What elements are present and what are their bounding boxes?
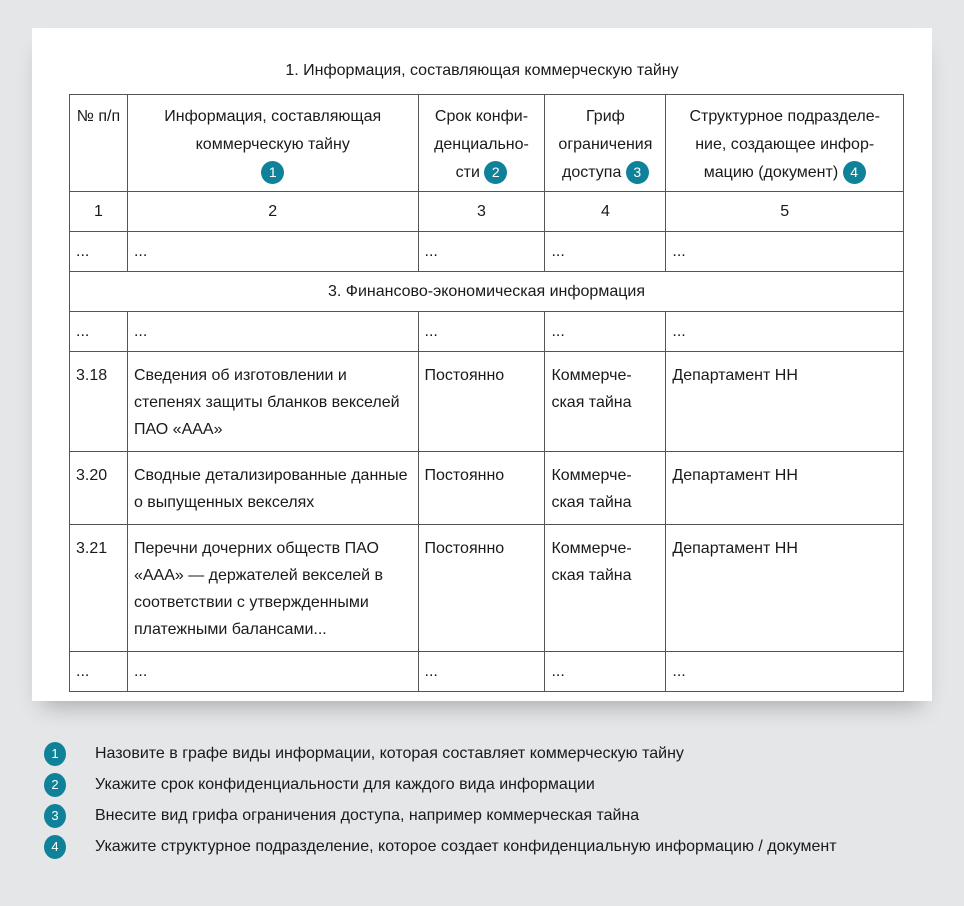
row-term: Постоянно bbox=[418, 525, 545, 652]
ellipsis-cell: ... bbox=[666, 232, 904, 272]
ellipsis-cell: ... bbox=[70, 652, 128, 692]
row-dept: Департамент НН bbox=[666, 525, 904, 652]
row-dept: Департамент НН bbox=[666, 352, 904, 452]
badge-2-icon: 2 bbox=[484, 161, 507, 184]
row-dept: Департамент НН bbox=[666, 452, 904, 525]
instruction-text: Назовите в графе виды информации, которая составляет коммерческую тайну bbox=[95, 745, 684, 762]
row-stamp: Коммерче- ская тайна bbox=[545, 452, 666, 525]
badge-1-icon: 1 bbox=[44, 742, 66, 766]
col-number: 5 bbox=[666, 192, 904, 232]
col-number: 3 bbox=[418, 192, 545, 232]
table-row bbox=[70, 352, 904, 452]
row-info: Сводные детализированные данные о выпущенных векселях bbox=[127, 452, 418, 525]
row-stamp: Коммерче- ская тайна bbox=[545, 352, 666, 452]
ellipsis-cell: ... bbox=[545, 232, 666, 272]
instructions-list bbox=[44, 742, 924, 866]
table-row bbox=[70, 452, 904, 525]
ellipsis-cell: ... bbox=[418, 232, 545, 272]
header-term: Срок конфи- денциально- сти 2 bbox=[418, 95, 545, 192]
ellipsis-row bbox=[70, 232, 904, 272]
row-term: Постоянно bbox=[418, 352, 545, 452]
trade-secret-table bbox=[69, 94, 904, 692]
instruction-text: Укажите структурное подразделение, которое создает конфиденциальную информацию / документ bbox=[95, 838, 837, 855]
ellipsis-cell: ... bbox=[418, 652, 545, 692]
ellipsis-cell: ... bbox=[127, 232, 418, 272]
instruction-item bbox=[44, 773, 924, 797]
header-info: Информация, составляющая коммерческую тайну 1 bbox=[127, 95, 418, 192]
row-number: 3.20 bbox=[70, 452, 128, 525]
badge-4-icon: 4 bbox=[44, 835, 66, 859]
ellipsis-cell: ... bbox=[70, 312, 128, 352]
ellipsis-row bbox=[70, 312, 904, 352]
instruction-item bbox=[44, 742, 924, 766]
row-number: 3.18 bbox=[70, 352, 128, 452]
ellipsis-cell: ... bbox=[545, 652, 666, 692]
col-number: 4 bbox=[545, 192, 666, 232]
row-info: Перечни дочерних обществ ПАО «ААА» — держателей векселей в соответствии с утвержденными платежными балансами... bbox=[127, 525, 418, 652]
header-dept: Структурное подразделе- ние, создающее инфор- мацию (документ) 4 bbox=[666, 95, 904, 192]
instruction-text: Укажите срок конфиденциальности для каждого вида информации bbox=[95, 776, 595, 793]
row-term: Постоянно bbox=[418, 452, 545, 525]
table-title: 1. Информация, составляющая коммерческую тайну bbox=[285, 62, 679, 79]
ellipsis-row bbox=[70, 652, 904, 692]
ellipsis-cell: ... bbox=[127, 312, 418, 352]
ellipsis-cell: ... bbox=[418, 312, 545, 352]
section-row bbox=[70, 272, 904, 312]
instruction-item bbox=[44, 835, 924, 859]
badge-3-icon: 3 bbox=[626, 161, 649, 184]
ellipsis-cell: ... bbox=[545, 312, 666, 352]
section-title: 3. Финансово-экономическая информация bbox=[70, 272, 904, 312]
instruction-item bbox=[44, 804, 924, 828]
col-number: 1 bbox=[70, 192, 128, 232]
badge-2-icon: 2 bbox=[44, 773, 66, 797]
badge-1-icon: 1 bbox=[261, 161, 284, 184]
ellipsis-cell: ... bbox=[666, 652, 904, 692]
row-number: 3.21 bbox=[70, 525, 128, 652]
instruction-text: Внесите вид грифа ограничения доступа, например коммерческая тайна bbox=[95, 807, 640, 824]
ellipsis-cell: ... bbox=[70, 232, 128, 272]
header-row bbox=[70, 95, 904, 192]
table-row bbox=[70, 525, 904, 652]
column-number-row bbox=[70, 192, 904, 232]
ellipsis-cell: ... bbox=[666, 312, 904, 352]
header-stamp: Гриф ограничения доступа 3 bbox=[545, 95, 666, 192]
badge-3-icon: 3 bbox=[44, 804, 66, 828]
row-stamp: Коммерче- ская тайна bbox=[545, 525, 666, 652]
badge-4-icon: 4 bbox=[843, 161, 866, 184]
header-num: № п/п bbox=[70, 95, 128, 192]
ellipsis-cell: ... bbox=[127, 652, 418, 692]
col-number: 2 bbox=[127, 192, 418, 232]
row-info: Сведения об изготовлении и степенях защиты бланков векселей ПАО «ААА» bbox=[127, 352, 418, 452]
